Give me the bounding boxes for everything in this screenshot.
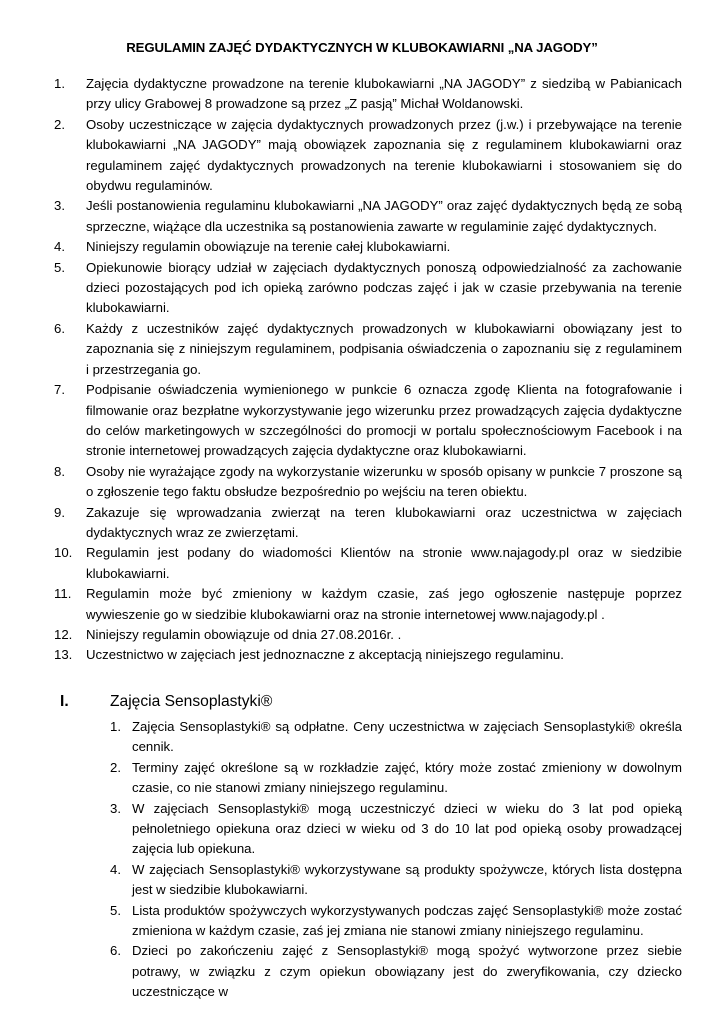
list-item-text: Osoby nie wyrażające zgody na wykorzystanie wizerunku w sposób opisany w punkcie 7 proszone są o zgłoszenie tego faktu obsłudze bezpośrednio po wejściu na teren obiektu. <box>86 463 682 500</box>
list-item <box>54 319 682 380</box>
list-item-number: 11. <box>54 586 72 602</box>
list-item-number: 8. <box>54 463 65 479</box>
list-item-number: 2. <box>110 759 121 775</box>
section-title: Zajęcia Sensoplastyki® <box>110 693 273 710</box>
list-item-number: 1. <box>54 76 65 91</box>
list-item <box>54 543 682 584</box>
list-item-number: 7. <box>54 382 65 398</box>
list-item-text: Zajęcia dydaktyczne prowadzone na terenie klubokawiarni „NA JAGODY” z siedzibą w Pabianicach przy ulicy Grabowej 8 prowadzone są przez „Z pasją” Michał Woldanowski. <box>86 76 682 112</box>
list-item-text: Opiekunowie biorący udział w zajęciach dydaktycznych ponoszą odpowiedzialność za zachowanie dzieci pozostających pod ich opieką zarówno podczas zajęć i jak w czasie przebywania na terenie klubokawiarni. <box>86 259 682 316</box>
section-list <box>110 717 682 1003</box>
list-item-number: 10. <box>54 545 73 561</box>
list-item <box>54 196 682 237</box>
list-item <box>110 717 682 758</box>
list-item-number: 3. <box>110 800 121 816</box>
list-item-number: 12. <box>54 626 73 642</box>
list-item <box>54 258 682 319</box>
list-item-text: Uczestnictwo w zajęciach jest jednoznaczne z akceptacją niniejszego regulaminu. <box>86 647 564 663</box>
list-item-text: Zakazuje się wprowadzania zwierząt na teren klubokawiarni oraz uczestnictwa w zajęciach dydaktycznych wraz ze zwierzętami. <box>86 504 682 540</box>
list-item <box>110 941 682 1002</box>
list-item-text: W zajęciach Sensoplastyki® mogą uczestniczyć dzieci w wieku do 3 lat pod opieką pełnoletniego opiekuna oraz dzieci w wieku od 3 do 10 lat pod opieką osoby prowadzącej zajęcia lub opiekuna. <box>132 800 682 857</box>
list-item-text: Zajęcia Sensoplastyki® są odpłatne. Ceny uczestnictwa w zajęciach Sensoplastyki® określa cennik. <box>132 719 682 755</box>
list-item <box>54 380 682 462</box>
list-item-text: Lista produktów spożywczych wykorzystywanych podczas zajęć Sensoplastyki® może zostać zmieniona w każdym czasie, zaś jej zmiana nie stanowi zmiany niniejszego regulaminu. <box>132 902 682 939</box>
list-item-text: Osoby uczestniczące w zajęcia dydaktycznych prowadzonych przez (j.w.) i przebywające na terenie klubokawiarni „NA JAGODY” mają obowiązek zapoznania się z regulaminem klubokawiarni oraz regulaminem zajęć dydaktycznych prowadzonych na terenie klubokawiarni i stosowaniem się do obydwu regulaminów. <box>86 116 682 194</box>
list-item <box>54 462 682 503</box>
list-item <box>54 115 682 197</box>
list-item-text: W zajęciach Sensoplastyki® wykorzystywane są produkty spożywcze, których lista dostępna jest w siedzibie klubokawiarni. <box>132 861 682 898</box>
list-item-number: 2. <box>54 116 65 132</box>
list-item <box>54 645 682 665</box>
list-item-text: Każdy z uczestników zajęć dydaktycznych prowadzonych w klubokawiarni obowiązany jest to zapoznania się z niniejszym regulaminem, podpisania oświadczenia o zapoznaniu się z regulaminem i przestrzegania go. <box>86 320 682 377</box>
list-item-number: 1. <box>110 719 121 734</box>
list-item-number: 6. <box>54 320 65 336</box>
list-item-number: 6. <box>110 943 121 959</box>
list-item <box>54 584 682 625</box>
list-item-text: Terminy zajęć określone są w rozkładzie zajęć, który może zostać zmieniony w dowolnym czasie, co nie stanowi zmiany niniejszego regulaminu. <box>132 759 682 796</box>
list-item-number: 5. <box>110 902 121 918</box>
list-item <box>54 625 682 645</box>
list-item-number: 13. <box>54 647 73 663</box>
list-item <box>54 237 682 257</box>
list-item <box>110 758 682 799</box>
list-item <box>110 799 682 860</box>
rules-list <box>54 74 682 666</box>
list-item-number: 4. <box>110 861 121 877</box>
list-item <box>54 503 682 544</box>
list-item-text: Dzieci po zakończeniu zajęć z Sensoplastyki® mogą spożyć wytworzone przez siebie potrawy, w związku z czym opiekun obowiązany jest do zweryfikowania, czy dziecko uczestniczące w <box>132 943 682 1000</box>
list-item <box>54 74 682 115</box>
document-title: REGULAMIN ZAJĘĆ DYDAKTYCZNYCH W KLUBOKAWIARNI „NA JAGODY” <box>126 40 598 55</box>
list-item-number: 3. <box>54 198 65 214</box>
list-item-text: Jeśli postanowienia regulaminu klubokawiarni „NA JAGODY” oraz zajęć dydaktycznych będą ze sobą sprzeczne, wiążące dla uczestnika są postanowienia zawarte w regulaminie zajęć dydaktycznych. <box>86 198 682 234</box>
list-item-text: Regulamin jest podany do wiadomości Klientów na stronie www.najagody.pl oraz w siedzibie klubokawiarni. <box>86 545 682 581</box>
list-item-number: 9. <box>54 504 65 520</box>
list-item-number: 4. <box>54 239 65 255</box>
section-number: I. <box>60 693 69 710</box>
list-item-text: Regulamin może być zmieniony w każdym czasie, zaś jego ogłoszenie następuje poprzez wywieszenie go w siedzibie klubokawiarni oraz na stronie internetowej www.najagody.pl . <box>86 586 682 622</box>
list-item <box>110 860 682 901</box>
list-item-text: Niniejszy regulamin obowiązuje na terenie całej klubokawiarni. <box>86 239 451 255</box>
list-item-text: Niniejszy regulamin obowiązuje od dnia 27.08.2016r. . <box>86 626 402 642</box>
list-item-number: 5. <box>54 259 65 275</box>
list-item <box>110 901 682 942</box>
list-item-text: Podpisanie oświadczenia wymienionego w punkcie 6 oznacza zgodę Klienta na fotografowanie i filmowanie oraz bezpłatne wykorzystywanie jego wizerunku przez prowadzących zajęcia dydaktyczne do celów marketingowych w szczególności do promocji w portalu społecznościowym Facebook i na stronie internetowej prowadzących zajęcia dydaktyczne oraz klubokawiarni. <box>86 382 682 459</box>
